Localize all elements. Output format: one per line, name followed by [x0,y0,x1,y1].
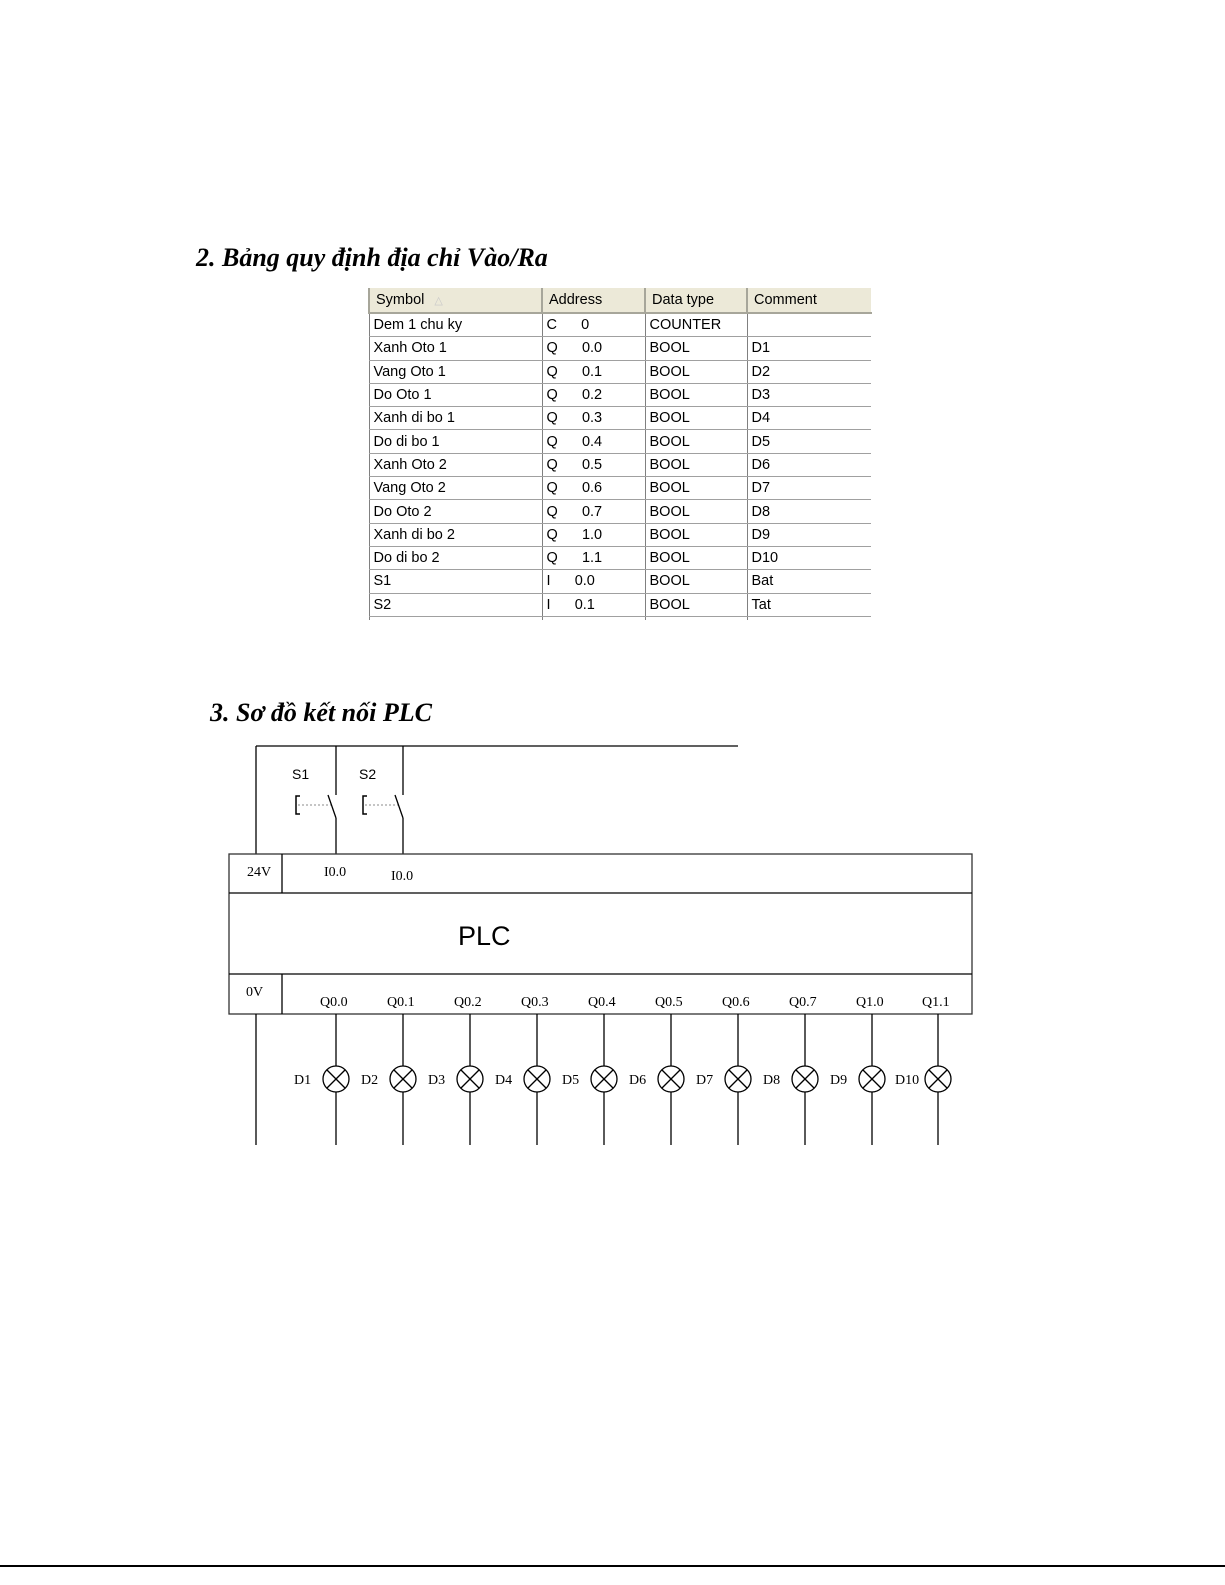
section-3-heading: 3. Sơ đồ kết nối PLC [210,698,432,727]
table-cell: D4 [747,407,871,430]
table-cell: D5 [747,430,871,453]
output-terminal-label: Q0.1 [387,995,415,1010]
table-cell: D2 [747,360,871,383]
lamp-label: D5 [562,1073,580,1088]
table-cell: BOOL [645,430,747,453]
output-terminal-label: Q0.5 [655,995,683,1010]
table-cell: Q 0.0 [542,337,645,360]
table-cell: D9 [747,523,871,546]
section-2-heading: 2. Bảng quy định địa chỉ Vào/Ra [196,243,548,272]
ground-terminal-label: 0V [246,985,264,1000]
lamp-label: D7 [696,1073,714,1088]
plc-label: PLC [458,921,511,951]
table-cell: Do di bo 1 [369,430,542,453]
table-cell: Q 0.4 [542,430,645,453]
table-cell: Q 1.0 [542,523,645,546]
table-cell: BOOL [645,360,747,383]
lamp-label: D6 [629,1073,647,1088]
table-cell: Bat [747,570,871,593]
table-cell: D1 [747,337,871,360]
table-cell: D8 [747,500,871,523]
table-cell: Do di bo 2 [369,546,542,569]
table-cell: BOOL [645,500,747,523]
supply-terminal-label: 24V [247,865,272,880]
switch-contact [395,795,403,818]
table-cell: Q 0.3 [542,407,645,430]
table-cell: Do Oto 2 [369,500,542,523]
table-cell: Q 0.7 [542,500,645,523]
table-cell: D6 [747,453,871,476]
table-cell: Q 0.5 [542,453,645,476]
lamp-label: D2 [361,1073,379,1088]
table-cell: Do Oto 1 [369,383,542,406]
table-cell: D10 [747,546,871,569]
table-cell: C 0 [542,313,645,337]
table-cell: Xanh di bo 1 [369,407,542,430]
table-cell: I 0.1 [542,593,645,616]
table-cell: Q 0.1 [542,360,645,383]
table-cell: Xanh di bo 2 [369,523,542,546]
output-terminal-label: Q1.0 [856,995,884,1010]
table-cell: BOOL [645,337,747,360]
output-terminal-label: Q0.7 [789,995,817,1010]
header-label: Symbol [376,292,425,308]
table-cell: Q 0.6 [542,477,645,500]
table-cell: I 0.0 [542,570,645,593]
header-label: Comment [754,292,817,308]
output-terminal-label: Q0.4 [588,995,616,1010]
output-terminal-label: Q0.6 [722,995,750,1010]
table-cell: BOOL [645,477,747,500]
table-cell: Vang Oto 2 [369,477,542,500]
lamp-label: D8 [763,1073,781,1088]
table-cell: BOOL [645,523,747,546]
table-cell: D3 [747,383,871,406]
table-cell: S1 [369,570,542,593]
lamp-label: D10 [895,1073,920,1088]
output-terminal-label: Q0.3 [521,995,549,1010]
switch-label: S2 [359,766,377,782]
output-terminal-label: Q0.2 [454,995,482,1010]
lamp-label: D4 [495,1073,513,1088]
table-cell: BOOL [645,546,747,569]
table-cell: Vang Oto 1 [369,360,542,383]
table-cell: COUNTER [645,313,747,337]
header-label: Data type [652,292,715,308]
table-cell: Xanh Oto 1 [369,337,542,360]
table-cell: D7 [747,477,871,500]
table-cell: BOOL [645,593,747,616]
header-label: Address [549,292,603,308]
input-terminal-label: I0.0 [324,865,347,880]
input-terminal-label: I0.0 [391,869,414,884]
table-cell: Dem 1 chu ky [369,313,542,337]
table-cell: BOOL [645,383,747,406]
switch-contact [328,795,336,818]
switch-label: S1 [292,766,310,782]
table-cell: BOOL [645,453,747,476]
output-terminal-label: Q1.1 [922,995,950,1010]
table-cell: BOOL [645,570,747,593]
table-cell: Xanh Oto 2 [369,453,542,476]
table-cell: Tat [747,593,871,616]
table-cell: BOOL [645,407,747,430]
table-cell: Q 0.2 [542,383,645,406]
page-bottom-border [0,1565,1225,1567]
lamp-label: D3 [428,1073,446,1088]
lamp-label: D9 [830,1073,848,1088]
sort-ascending-icon: △ [434,295,443,307]
output-terminal-label: Q0.0 [320,995,348,1010]
table-cell: S2 [369,593,542,616]
lamp-label: D1 [294,1073,312,1088]
table-cell: Q 1.1 [542,546,645,569]
